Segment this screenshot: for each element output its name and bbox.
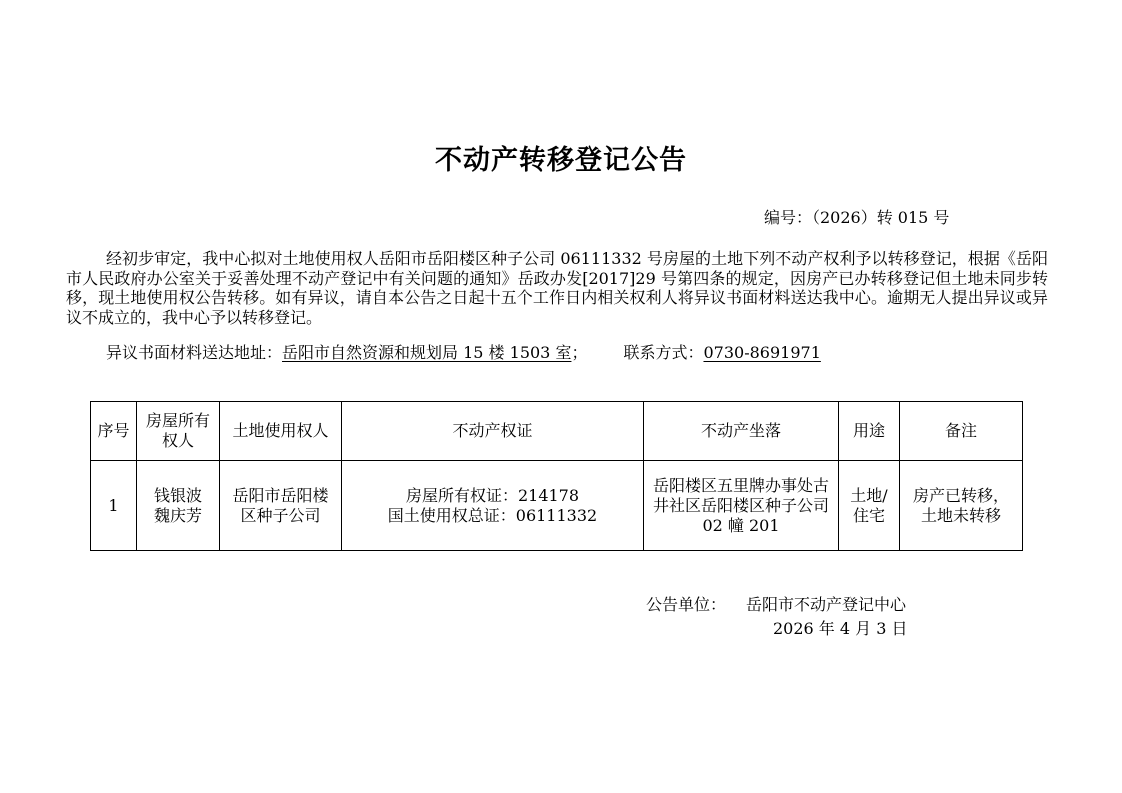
table-header-row [91, 402, 1023, 461]
table-row [91, 461, 1023, 551]
owner-name: 魏庆芳 [153, 505, 202, 525]
issue-date: 2026 年 4 月 3 日 [773, 619, 908, 638]
document-number: 编号：（2026）转 015 号 [764, 208, 950, 227]
header-owner: 房屋所有权人 [137, 402, 220, 461]
house-certificate: 房屋所有权证：214178 [405, 485, 580, 505]
address-line [106, 342, 821, 364]
issuer-line [646, 594, 906, 616]
contact-label: 联系方式： [623, 343, 704, 362]
cell-seq: 1 [91, 461, 137, 551]
owner-name: 钱银波 [153, 485, 202, 505]
cell-owner [137, 461, 220, 551]
address-label: 异议书面材料送达地址： [106, 343, 283, 362]
header-remarks: 备注 [900, 402, 1023, 461]
address-separator: ； [571, 343, 588, 362]
header-certificate: 不动产权证 [342, 402, 644, 461]
header-land-user: 土地使用权人 [220, 402, 342, 461]
issuer-name: 岳阳市不动产登记中心 [746, 595, 907, 614]
cell-usage: 土地/住宅 [839, 461, 900, 551]
cell-location: 岳阳楼区五里牌办事处古井社区岳阳楼区种子公司 02 幢 201 [644, 461, 839, 551]
issuer-label: 公告单位： [646, 595, 727, 614]
cell-remarks [900, 461, 1023, 551]
header-location: 不动产坐落 [644, 402, 839, 461]
address-value: 岳阳市自然资源和规划局 15 楼 1503 室 [282, 343, 572, 362]
land-certificate: 国土使用权总证：06111332 [387, 505, 598, 525]
cell-land-user: 岳阳市岳阳楼区种子公司 [220, 461, 342, 551]
header-seq: 序号 [91, 402, 137, 461]
records-table [90, 401, 1023, 551]
cell-certificate [342, 461, 644, 551]
notice-title: 不动产转移登记公告 [435, 145, 687, 176]
notice-body: 经初步审定，我中心拟对土地使用权人岳阳市岳阳楼区种子公司 06111332 号房屋的土地下列不动产权利予以转移登记，根据《岳阳市人民政府办公室关于妥善处理不动产登记中有关问题的通知》岳政办发[2017]29 号第四条的规定，因房产已办转移登记但土地未同步转移，现土地使用权公告转移。如有异议，请自本公告之日起十五个工作日内相关权利人将异议书面材料送达我中心。逾期无人提出异议或异议不成立的，我中心予以转移登记。 [66, 249, 1048, 327]
remarks-line: 房产已转移， [912, 485, 1009, 505]
remarks-line: 土地未转移 [920, 505, 1001, 525]
header-usage: 用途 [839, 402, 900, 461]
contact-value: 0730-8691971 [703, 343, 821, 362]
